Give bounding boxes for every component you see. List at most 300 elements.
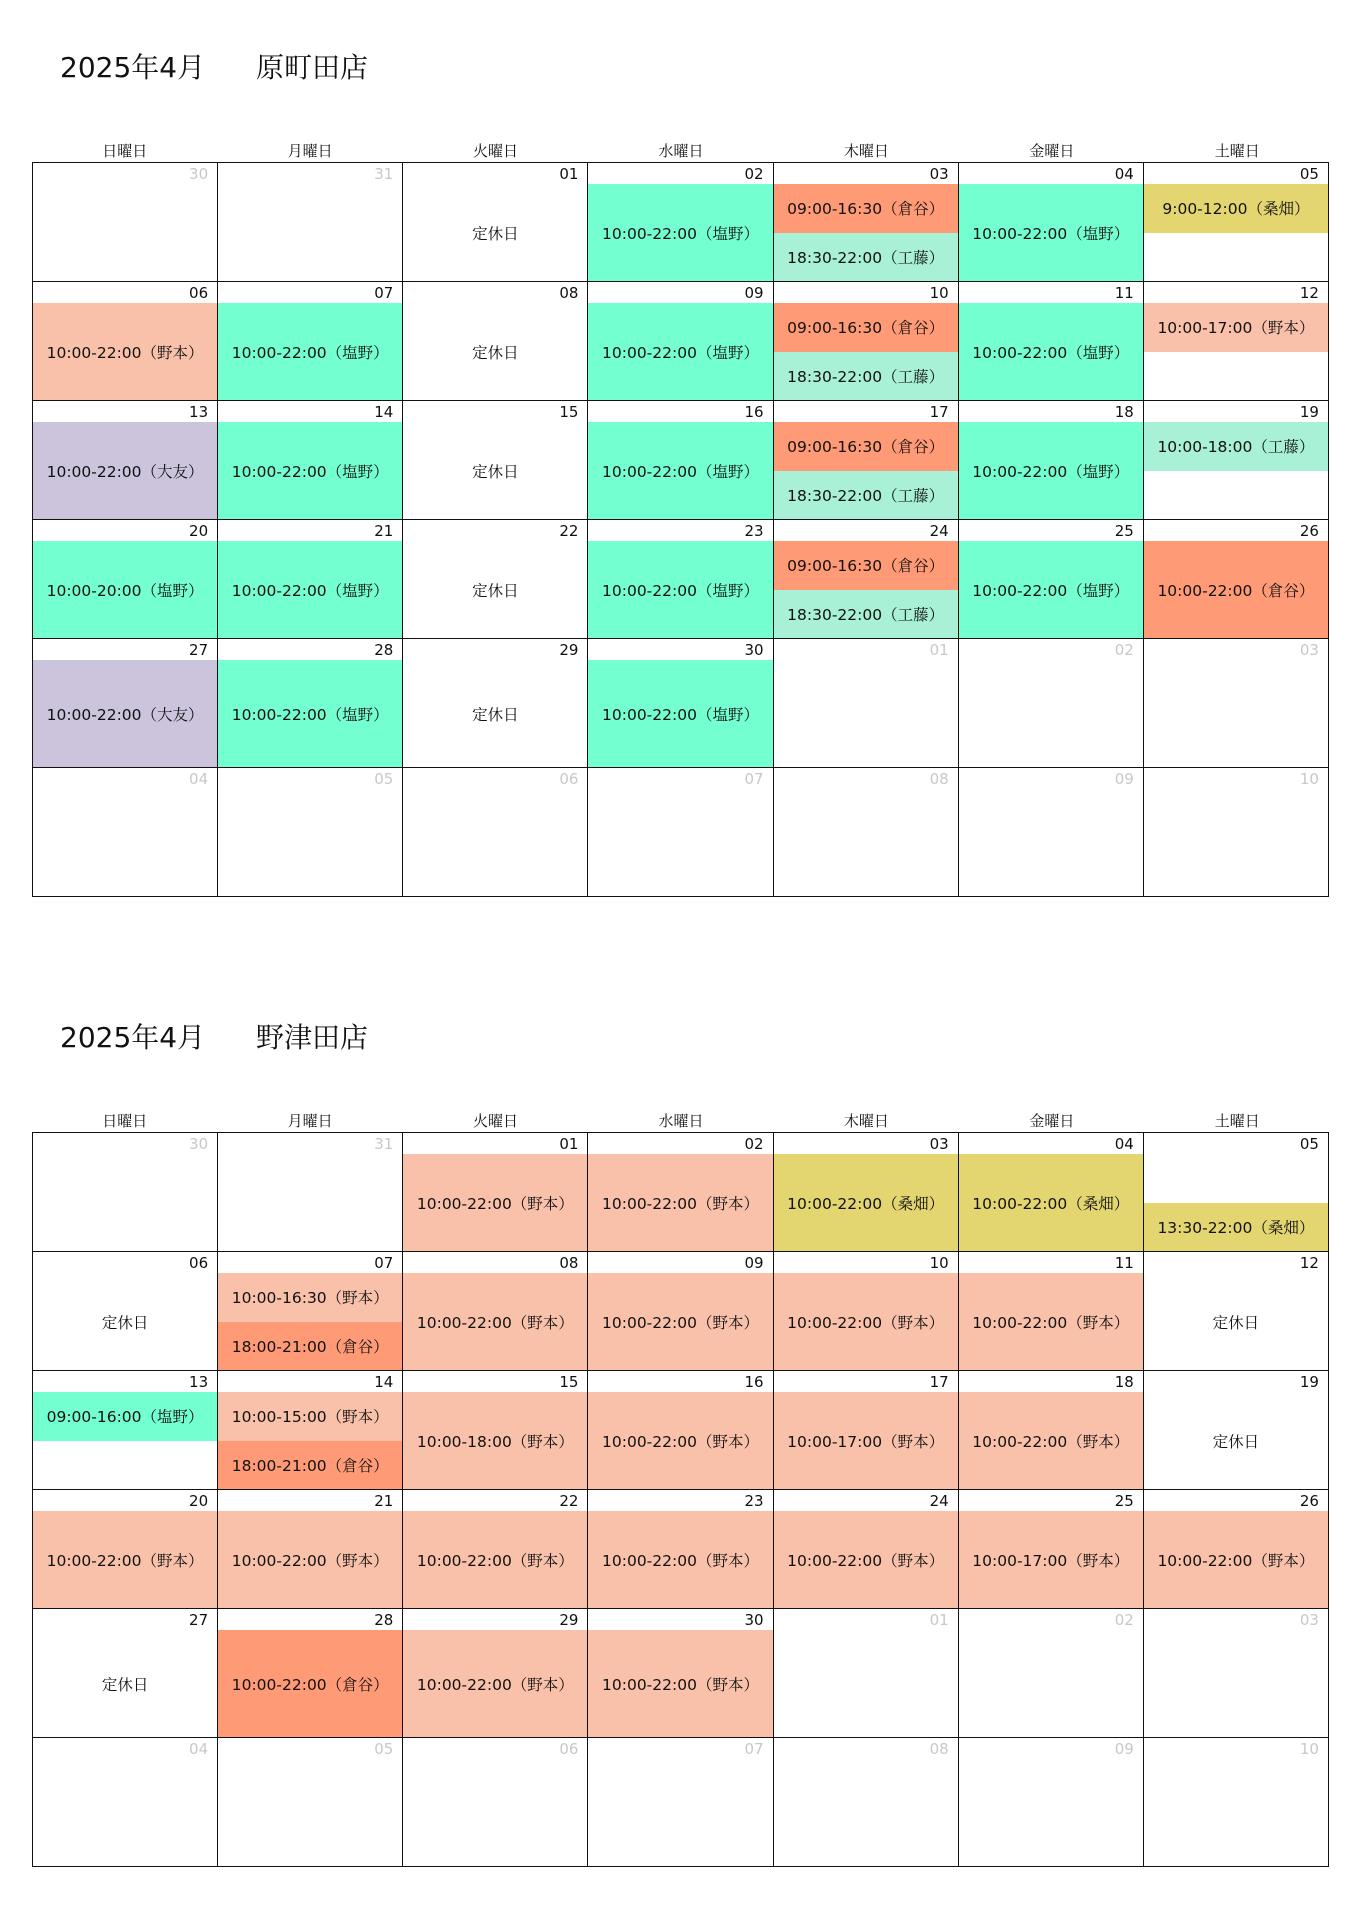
day-body — [33, 1759, 217, 1866]
day-body — [959, 541, 1143, 638]
day-number: 13 — [189, 403, 209, 421]
day-cell — [33, 1609, 218, 1738]
day-cell — [1144, 1371, 1329, 1490]
day-cell — [218, 520, 403, 639]
shift-block: 18:30-22:00（工藤） — [774, 590, 958, 639]
day-cell — [774, 1371, 959, 1490]
day-cell — [33, 282, 218, 401]
day-number: 04 — [1114, 165, 1134, 183]
day-body — [218, 1759, 402, 1866]
weekday-tuesday: 火曜日 — [473, 1112, 519, 1130]
weekday-sunday: 日曜日 — [102, 142, 148, 160]
shift-block: 10:00-22:00（倉谷） — [218, 1630, 402, 1737]
day-body — [403, 660, 587, 767]
day-body — [33, 660, 217, 767]
day-body — [403, 422, 587, 519]
weekday-friday: 金曜日 — [1029, 142, 1075, 160]
day-body — [403, 1630, 587, 1737]
shift-block: 10:00-22:00（塩野） — [588, 541, 772, 638]
day-cell — [774, 1738, 959, 1867]
day-cell — [218, 639, 403, 768]
shift-block: 09:00-16:30（倉谷） — [774, 184, 958, 233]
day-number: 19 — [1299, 1373, 1319, 1391]
day-body — [218, 789, 402, 896]
day-body — [33, 1511, 217, 1608]
day-body — [218, 1511, 402, 1608]
shift-block: 10:00-22:00（野本） — [959, 1392, 1143, 1489]
weekday-thursday: 木曜日 — [843, 142, 889, 160]
day-cell — [218, 1738, 403, 1867]
day-number: 24 — [929, 522, 949, 540]
shift-block: 10:00-22:00（野本） — [403, 1154, 587, 1251]
day-cell — [1144, 163, 1329, 282]
day-body — [218, 541, 402, 638]
day-body — [218, 1392, 402, 1489]
day-body — [1144, 541, 1328, 638]
shift-block: 10:00-22:00（野本） — [403, 1273, 587, 1370]
shift-block: 09:00-16:30（倉谷） — [774, 541, 958, 590]
day-cell — [959, 1371, 1144, 1490]
day-cell — [774, 1252, 959, 1371]
day-number: 08 — [929, 1740, 949, 1758]
day-cell — [33, 1738, 218, 1867]
day-number: 02 — [744, 1135, 764, 1153]
shift-block: 10:00-22:00（塩野） — [588, 303, 772, 400]
day-number: 16 — [744, 1373, 764, 1391]
shift-block: 10:00-20:00（塩野） — [33, 541, 217, 638]
day-body — [774, 1392, 958, 1489]
day-body — [403, 1392, 587, 1489]
day-body — [1144, 1511, 1328, 1608]
day-cell — [33, 768, 218, 897]
day-body — [403, 303, 587, 400]
day-cell — [218, 768, 403, 897]
day-body — [218, 1273, 402, 1370]
shift-block: 10:00-17:00（野本） — [1144, 303, 1328, 352]
day-number: 02 — [1114, 641, 1134, 659]
day-body — [588, 1511, 772, 1608]
day-body — [959, 1154, 1143, 1251]
day-body — [774, 1630, 958, 1737]
day-number: 22 — [559, 1492, 579, 1510]
day-number: 25 — [1114, 522, 1134, 540]
day-number: 09 — [1114, 770, 1134, 788]
day-number: 04 — [189, 1740, 209, 1758]
day-cell — [588, 639, 773, 768]
day-cell — [1144, 768, 1329, 897]
weekday-thursday: 木曜日 — [843, 1112, 889, 1130]
day-number: 06 — [559, 770, 579, 788]
shift-block: 10:00-22:00（野本） — [588, 1392, 772, 1489]
shift-block: 10:00-18:00（工藤） — [1144, 422, 1328, 471]
weekday-sunday: 日曜日 — [102, 1112, 148, 1130]
closed-day-label: 定休日 — [472, 224, 519, 243]
day-number: 20 — [189, 1492, 209, 1510]
day-cell — [959, 163, 1144, 282]
day-cell — [588, 768, 773, 897]
day-cell — [33, 1490, 218, 1609]
day-body — [774, 422, 958, 519]
day-number: 21 — [374, 1492, 394, 1510]
day-number: 23 — [744, 1492, 764, 1510]
day-cell — [1144, 1490, 1329, 1609]
day-number: 12 — [1299, 284, 1319, 302]
day-number: 27 — [189, 1611, 209, 1629]
day-cell — [588, 520, 773, 639]
day-cell — [33, 401, 218, 520]
shift-block: 18:30-22:00（工藤） — [774, 471, 958, 520]
day-number: 08 — [929, 770, 949, 788]
day-cell — [1144, 282, 1329, 401]
calendar-grid — [32, 162, 1329, 897]
day-body — [959, 1759, 1143, 1866]
day-number: 16 — [744, 403, 764, 421]
day-number: 07 — [374, 1254, 394, 1272]
day-body — [33, 1392, 217, 1489]
day-cell — [959, 282, 1144, 401]
day-cell — [403, 1490, 588, 1609]
day-cell — [403, 1609, 588, 1738]
day-body — [588, 1273, 772, 1370]
day-number: 31 — [374, 1135, 394, 1153]
day-body — [588, 541, 772, 638]
shift-block: 10:00-22:00（野本） — [588, 1154, 772, 1251]
shift-block: 10:00-18:00（野本） — [403, 1392, 587, 1489]
closed-day-label: 定休日 — [1212, 1313, 1260, 1332]
shift-block: 09:00-16:30（倉谷） — [774, 422, 958, 471]
day-body — [1144, 303, 1328, 400]
day-cell — [33, 520, 218, 639]
day-body — [774, 1759, 958, 1866]
day-body — [218, 184, 402, 281]
shift-block: 18:30-22:00（工藤） — [774, 233, 958, 282]
day-body — [959, 422, 1143, 519]
day-number: 01 — [929, 1611, 949, 1629]
day-number: 17 — [929, 1373, 949, 1391]
day-number: 03 — [929, 1135, 949, 1153]
day-body — [403, 789, 587, 896]
day-number: 26 — [1299, 522, 1319, 540]
day-number: 10 — [929, 284, 949, 302]
day-body — [959, 789, 1143, 896]
day-cell — [588, 1609, 773, 1738]
day-cell — [588, 282, 773, 401]
shift-block: 10:00-22:00（塩野） — [588, 422, 772, 519]
day-number: 22 — [559, 522, 579, 540]
day-body — [1144, 1154, 1328, 1251]
day-body — [218, 422, 402, 519]
day-body — [774, 789, 958, 896]
day-cell — [959, 401, 1144, 520]
day-number: 03 — [1299, 641, 1319, 659]
shift-block: 10:00-22:00（塩野） — [959, 184, 1143, 281]
day-cell — [774, 768, 959, 897]
day-number: 12 — [1299, 1254, 1319, 1272]
day-cell — [959, 1738, 1144, 1867]
day-number: 30 — [189, 165, 209, 183]
shift-block: 10:00-22:00（野本） — [959, 1273, 1143, 1370]
day-body — [959, 1511, 1143, 1608]
day-number: 09 — [744, 284, 764, 302]
day-number: 28 — [374, 641, 394, 659]
shift-block: 10:00-22:00（塩野） — [588, 660, 772, 767]
closed-day-label: 定休日 — [101, 1675, 149, 1694]
day-number: 05 — [1299, 1135, 1319, 1153]
shift-block: 10:00-17:00（野本） — [959, 1511, 1143, 1608]
day-body — [588, 1759, 772, 1866]
day-number: 30 — [189, 1135, 209, 1153]
day-cell — [33, 1371, 218, 1490]
day-cell — [959, 768, 1144, 897]
shift-block: 18:30-22:00（工藤） — [774, 352, 958, 401]
day-cell — [33, 1252, 218, 1371]
calendar-month: 2025年4月 — [60, 1021, 206, 1054]
day-body — [959, 1630, 1143, 1737]
day-cell — [1144, 1609, 1329, 1738]
shift-block: 10:00-22:00（野本） — [588, 1630, 772, 1737]
closed-day-label: 定休日 — [1212, 1432, 1260, 1451]
day-cell — [959, 520, 1144, 639]
day-cell — [33, 639, 218, 768]
day-body — [774, 184, 958, 281]
shift-block: 10:00-22:00（野本） — [774, 1511, 958, 1608]
shift-block: 10:00-22:00（野本） — [403, 1630, 587, 1737]
day-number: 30 — [744, 1611, 764, 1629]
day-body — [774, 1273, 958, 1370]
day-cell — [403, 1133, 588, 1252]
day-number: 08 — [559, 1254, 579, 1272]
day-body — [774, 303, 958, 400]
day-number: 07 — [744, 770, 764, 788]
day-body — [33, 541, 217, 638]
day-body — [33, 1154, 217, 1251]
day-body — [218, 1630, 402, 1737]
day-number: 02 — [1114, 1611, 1134, 1629]
day-number: 15 — [559, 1373, 579, 1391]
day-body — [1144, 1630, 1328, 1737]
day-body — [1144, 422, 1328, 519]
day-cell — [1144, 1133, 1329, 1252]
day-body — [588, 1154, 772, 1251]
day-cell — [403, 520, 588, 639]
day-body — [33, 184, 217, 281]
shift-block: 10:00-22:00（塩野） — [588, 184, 772, 281]
day-number: 05 — [374, 1740, 394, 1758]
day-cell — [588, 1371, 773, 1490]
day-number: 25 — [1114, 1492, 1134, 1510]
shift-block: 10:00-22:00（塩野） — [959, 303, 1143, 400]
day-number: 03 — [1299, 1611, 1319, 1629]
day-number: 01 — [559, 165, 579, 183]
day-body — [588, 422, 772, 519]
shift-block: 10:00-15:00（野本） — [218, 1392, 402, 1441]
shift-block: 18:00-21:00（倉谷） — [218, 1322, 402, 1371]
day-number: 29 — [559, 641, 579, 659]
day-body — [774, 660, 958, 767]
day-cell — [1144, 401, 1329, 520]
day-body — [588, 660, 772, 767]
day-cell — [774, 1490, 959, 1609]
closed-day-label: 定休日 — [472, 462, 519, 481]
day-body — [1144, 184, 1328, 281]
day-body — [959, 660, 1143, 767]
day-number: 09 — [1114, 1740, 1134, 1758]
weekday-header — [32, 1110, 1330, 1132]
store-name: 野津田店 — [256, 1021, 369, 1054]
shift-block: 10:00-22:00（塩野） — [218, 660, 402, 767]
shift-block: 09:00-16:30（倉谷） — [774, 303, 958, 352]
day-cell — [959, 1609, 1144, 1738]
day-body — [403, 541, 587, 638]
day-cell — [218, 401, 403, 520]
shift-block: 10:00-22:00（大友） — [33, 422, 217, 519]
day-number: 11 — [1114, 1254, 1134, 1272]
day-cell — [774, 1609, 959, 1738]
day-cell — [959, 1133, 1144, 1252]
day-cell — [403, 163, 588, 282]
day-number: 01 — [929, 641, 949, 659]
day-body — [218, 660, 402, 767]
day-cell — [774, 401, 959, 520]
shift-block: 10:00-22:00（野本） — [588, 1273, 772, 1370]
day-number: 31 — [374, 165, 394, 183]
shift-block: 10:00-22:00（野本） — [774, 1273, 958, 1370]
shift-block: 13:30-22:00（桑畑） — [1144, 1203, 1328, 1252]
day-cell — [1144, 520, 1329, 639]
day-number: 26 — [1299, 1492, 1319, 1510]
shift-block: 10:00-17:00（野本） — [774, 1392, 958, 1489]
shift-block: 10:00-22:00（塩野） — [959, 541, 1143, 638]
shift-block: 10:00-22:00（塩野） — [218, 541, 402, 638]
closed-day-label: 定休日 — [472, 705, 519, 724]
day-number: 17 — [929, 403, 949, 421]
weekday-wednesday: 水曜日 — [658, 142, 704, 160]
day-number: 23 — [744, 522, 764, 540]
day-number: 06 — [559, 1740, 579, 1758]
day-body — [33, 789, 217, 896]
day-cell — [218, 1609, 403, 1738]
day-number: 03 — [929, 165, 949, 183]
day-body — [33, 303, 217, 400]
day-body — [33, 422, 217, 519]
day-cell — [588, 401, 773, 520]
day-number: 18 — [1114, 1373, 1134, 1391]
shift-block: 10:00-22:00（大友） — [33, 660, 217, 767]
day-body — [774, 541, 958, 638]
day-number: 07 — [374, 284, 394, 302]
day-cell — [588, 1133, 773, 1252]
day-cell — [1144, 639, 1329, 768]
day-number: 10 — [929, 1254, 949, 1272]
day-body — [959, 1273, 1143, 1370]
shift-block: 10:00-22:00（野本） — [403, 1511, 587, 1608]
day-number: 13 — [189, 1373, 209, 1391]
day-number: 10 — [1299, 1740, 1319, 1758]
weekday-tuesday: 火曜日 — [473, 142, 519, 160]
day-number: 14 — [374, 1373, 394, 1391]
day-number: 18 — [1114, 403, 1134, 421]
day-number: 09 — [744, 1254, 764, 1272]
day-cell — [218, 1133, 403, 1252]
day-body — [218, 303, 402, 400]
day-number: 30 — [744, 641, 764, 659]
day-cell — [218, 1490, 403, 1609]
shift-block: 9:00-12:00（桑畑） — [1144, 184, 1328, 233]
day-number: 19 — [1299, 403, 1319, 421]
day-number: 05 — [1299, 165, 1319, 183]
day-cell — [774, 282, 959, 401]
shift-block: 09:00-16:00（塩野） — [33, 1392, 217, 1441]
day-body — [403, 1759, 587, 1866]
shift-block: 10:00-22:00（塩野） — [959, 422, 1143, 519]
day-cell — [774, 639, 959, 768]
day-body — [959, 184, 1143, 281]
calendar-month: 2025年4月 — [60, 51, 206, 84]
day-body — [588, 303, 772, 400]
calendar-title — [60, 48, 368, 88]
day-number: 06 — [189, 284, 209, 302]
day-body — [33, 1273, 217, 1370]
day-body — [588, 1630, 772, 1737]
shift-block: 10:00-22:00（桑畑） — [959, 1154, 1143, 1251]
day-number: 04 — [1114, 1135, 1134, 1153]
day-body — [1144, 1759, 1328, 1866]
day-number: 08 — [559, 284, 579, 302]
shift-block: 10:00-16:30（野本） — [218, 1273, 402, 1322]
shift-block: 10:00-22:00（野本） — [588, 1511, 772, 1608]
day-number: 05 — [374, 770, 394, 788]
day-number: 11 — [1114, 284, 1134, 302]
day-cell — [959, 1490, 1144, 1609]
day-cell — [33, 1133, 218, 1252]
day-number: 14 — [374, 403, 394, 421]
day-body — [588, 184, 772, 281]
day-cell — [959, 639, 1144, 768]
day-cell — [588, 1252, 773, 1371]
day-number: 07 — [744, 1740, 764, 1758]
day-number: 01 — [559, 1135, 579, 1153]
day-body — [774, 1154, 958, 1251]
day-cell — [588, 163, 773, 282]
day-cell — [403, 768, 588, 897]
day-body — [1144, 789, 1328, 896]
day-number: 15 — [559, 403, 579, 421]
weekday-wednesday: 水曜日 — [658, 1112, 704, 1130]
shift-block: 10:00-22:00（倉谷） — [1144, 541, 1328, 638]
day-body — [959, 1392, 1143, 1489]
day-number: 24 — [929, 1492, 949, 1510]
day-cell — [403, 1252, 588, 1371]
day-number: 06 — [189, 1254, 209, 1272]
day-cell — [403, 1738, 588, 1867]
day-cell — [1144, 1738, 1329, 1867]
day-body — [588, 1392, 772, 1489]
shift-block: 10:00-22:00（塩野） — [218, 303, 402, 400]
weekday-saturday: 土曜日 — [1214, 142, 1260, 160]
day-body — [403, 1154, 587, 1251]
weekday-friday: 金曜日 — [1029, 1112, 1075, 1130]
day-number: 20 — [189, 522, 209, 540]
day-number: 28 — [374, 1611, 394, 1629]
day-number: 04 — [189, 770, 209, 788]
day-cell — [218, 1252, 403, 1371]
shift-block: 18:00-21:00（倉谷） — [218, 1441, 402, 1490]
day-body — [1144, 1392, 1328, 1489]
day-body — [218, 1154, 402, 1251]
day-cell — [218, 163, 403, 282]
shift-block: 10:00-22:00（野本） — [33, 1511, 217, 1608]
day-number: 10 — [1299, 770, 1319, 788]
